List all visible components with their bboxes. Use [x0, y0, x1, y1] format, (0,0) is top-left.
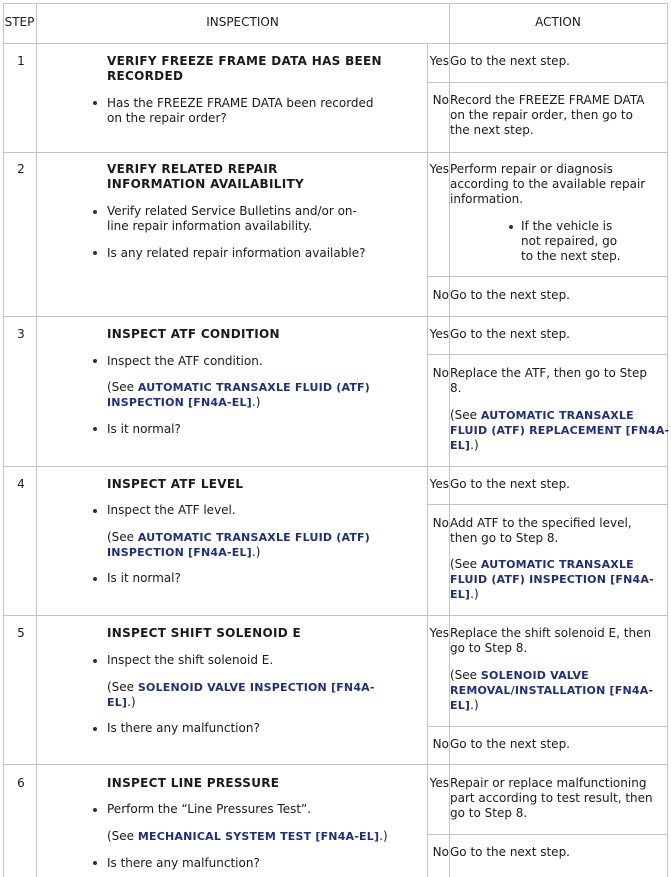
no-action: the next step. — [450, 123, 534, 137]
no-action: Go to the next step. — [450, 288, 570, 302]
reference-link[interactable]: REMOVAL/INSTALLATION [FN4A- — [450, 684, 654, 697]
reference-link[interactable]: AUTOMATIC TRANSAXLE FLUID (ATF) — [137, 381, 370, 394]
bullet-text: Perform the “Line Pressures Test”. — [107, 802, 312, 816]
no-label: No — [432, 516, 449, 530]
no-action: on the repair order, then go to — [450, 108, 633, 122]
no-action: Go to the next step. — [450, 737, 570, 751]
yes-label: Yes — [429, 327, 449, 341]
see-open: (See — [107, 680, 138, 694]
table-border-left — [3, 3, 4, 877]
reference-link[interactable]: FLUID (ATF) REPLACEMENT [FN4A- — [450, 424, 670, 437]
yes-no-divider — [427, 82, 668, 83]
step-title: VERIFY RELATED REPAIR — [107, 162, 278, 176]
see-reference — [107, 695, 136, 710]
see-close: .) — [127, 695, 136, 709]
no-action: 8. — [450, 381, 462, 395]
bullet-text: Inspect the ATF level. — [107, 503, 236, 517]
yes-action: Repair or replace malfunctioning — [450, 776, 647, 790]
see-close: .) — [470, 438, 479, 452]
bullet-icon — [93, 577, 97, 581]
step-title: INSPECT ATF LEVEL — [107, 477, 244, 491]
yes-label: Yes — [429, 776, 449, 790]
reference-link[interactable]: INSPECTION [FN4A-EL] — [107, 396, 252, 409]
sub-bullet-text: to the next step. — [521, 249, 621, 263]
yes-action: Perform repair or diagnosis — [450, 162, 613, 176]
see-reference — [107, 395, 260, 410]
yes-action: go to Step 8. — [450, 641, 528, 655]
bullet-icon — [93, 808, 97, 812]
bullet-text: Is it normal? — [107, 571, 181, 585]
yes-action: information. — [450, 192, 524, 206]
see-reference — [107, 829, 388, 844]
see-close: .) — [251, 545, 261, 559]
step-title: INSPECT ATF CONDITION — [107, 327, 280, 341]
see-close: .) — [251, 395, 261, 409]
bullet-text: Is it normal? — [107, 422, 181, 436]
bullet-text: Inspect the ATF condition. — [107, 354, 263, 368]
no-label: No — [432, 737, 449, 751]
reference-link[interactable]: INSPECTION [FN4A-EL] — [107, 546, 252, 559]
yes-label: Yes — [429, 54, 449, 68]
see-open: (See — [107, 530, 138, 544]
see-reference — [107, 380, 370, 395]
bullet-text: on the repair order? — [107, 111, 227, 125]
step-title: RECORDED — [107, 69, 184, 83]
bullet-icon — [509, 225, 513, 229]
no-action: Record the FREEZE FRAME DATA — [450, 93, 645, 107]
see-reference — [450, 572, 654, 587]
bullet-icon — [93, 659, 97, 663]
step-title: INSPECT SHIFT SOLENOID E — [107, 626, 301, 640]
step-number: 1 — [17, 54, 25, 68]
row-divider — [3, 466, 668, 467]
see-reference — [450, 423, 669, 438]
no-action: Replace the ATF, then go to Step — [450, 366, 647, 380]
bullet-icon — [93, 861, 97, 865]
bullet-text: Is there any malfunction? — [107, 721, 260, 735]
bullet-icon — [93, 251, 97, 255]
yes-label: Yes — [429, 162, 449, 176]
see-open: (See — [450, 408, 481, 422]
bullet-text: Inspect the shift solenoid E. — [107, 653, 274, 667]
step-column-divider — [36, 3, 37, 877]
yes-no-divider — [427, 504, 668, 505]
see-reference — [450, 438, 479, 453]
bullet-text: Is any related repair information available? — [107, 246, 366, 260]
see-close: .) — [470, 698, 479, 712]
step-number: 5 — [17, 626, 25, 640]
see-reference — [107, 680, 375, 695]
bullet-text: Verify related Service Bulletins and/or on- — [107, 204, 357, 218]
yes-action: go to Step 8. — [450, 806, 528, 820]
reference-link[interactable]: FLUID (ATF) INSPECTION [FN4A- — [450, 573, 654, 586]
table-border-right — [667, 3, 668, 877]
step-number: 3 — [17, 327, 25, 341]
bullet-text: Is there any malfunction? — [107, 856, 260, 870]
step-number: 2 — [17, 162, 25, 176]
step-number: 4 — [17, 477, 25, 491]
reference-link[interactable]: EL] — [450, 439, 471, 452]
row-divider — [3, 152, 668, 153]
reference-link[interactable]: SOLENOID VALVE INSPECTION [FN4A- — [137, 681, 375, 694]
bullet-icon — [93, 509, 97, 513]
no-label: No — [432, 366, 449, 380]
see-reference — [450, 557, 634, 572]
yes-action: Go to the next step. — [450, 54, 570, 68]
see-open: (See — [107, 829, 138, 843]
bullet-icon — [93, 427, 97, 431]
reference-link[interactable]: EL] — [107, 696, 128, 709]
no-label: No — [432, 288, 449, 302]
yes-action: Go to the next step. — [450, 327, 570, 341]
step-number: 6 — [17, 776, 25, 790]
see-close: .) — [379, 829, 388, 843]
row-divider — [3, 316, 668, 317]
sub-bullet-text: not repaired, go — [521, 234, 618, 248]
step-title: VERIFY FREEZE FRAME DATA HAS BEEN — [107, 54, 382, 68]
no-action: Go to the next step. — [450, 845, 570, 859]
no-action: then go to Step 8. — [450, 531, 559, 545]
see-reference — [450, 683, 653, 698]
bullet-text: line repair information availability. — [107, 219, 313, 233]
row-divider — [3, 764, 668, 765]
reference-link[interactable]: EL] — [450, 699, 471, 712]
see-open: (See — [450, 668, 481, 682]
no-label: No — [432, 845, 449, 859]
header-inspection: INSPECTION — [206, 15, 279, 29]
bullet-icon — [93, 359, 97, 363]
bullet-icon — [93, 727, 97, 731]
table-border-top — [3, 3, 668, 4]
no-action: Add ATF to the specified level, — [450, 516, 632, 530]
yes-action: Go to the next step. — [450, 477, 570, 491]
see-reference — [450, 408, 634, 423]
header-step: STEP — [4, 15, 35, 29]
yes-no-divider — [427, 276, 668, 277]
reference-link[interactable]: MECHANICAL SYSTEM TEST [FN4A-EL] — [137, 830, 380, 843]
see-reference — [450, 698, 479, 713]
row-divider — [3, 615, 668, 616]
see-open: (See — [107, 380, 138, 394]
bullet-text: Has the FREEZE FRAME DATA been recorded — [107, 96, 374, 110]
see-reference — [450, 668, 589, 683]
yes-no-divider — [427, 726, 668, 727]
see-reference — [107, 530, 370, 545]
see-reference — [107, 545, 260, 560]
reference-link[interactable]: EL] — [450, 588, 471, 601]
step-title: INSPECT LINE PRESSURE — [107, 776, 280, 790]
sub-bullet-text: If the vehicle is — [521, 219, 613, 233]
yes-label: Yes — [429, 477, 449, 491]
no-label: No — [432, 93, 449, 107]
yes-action: according to the available repair — [450, 177, 646, 191]
header-action: ACTION — [535, 15, 581, 29]
see-open: (See — [450, 557, 481, 571]
step-title: INFORMATION AVAILABILITY — [107, 177, 304, 191]
see-close: .) — [470, 587, 479, 601]
reference-link[interactable]: SOLENOID VALVE — [480, 669, 589, 682]
yes-action: part according to test result, then — [450, 791, 653, 805]
bullet-icon — [93, 210, 97, 214]
reference-link[interactable]: AUTOMATIC TRANSAXLE — [480, 409, 634, 422]
reference-link[interactable]: AUTOMATIC TRANSAXLE FLUID (ATF) — [137, 531, 370, 544]
yes-no-divider — [427, 354, 668, 355]
see-reference — [450, 587, 479, 602]
bullet-icon — [93, 101, 97, 105]
yes-action: Replace the shift solenoid E, then — [450, 626, 652, 640]
yes-label: Yes — [429, 626, 449, 640]
yes-no-divider — [427, 834, 668, 835]
reference-link[interactable]: AUTOMATIC TRANSAXLE — [480, 558, 634, 571]
header-divider — [3, 43, 668, 44]
